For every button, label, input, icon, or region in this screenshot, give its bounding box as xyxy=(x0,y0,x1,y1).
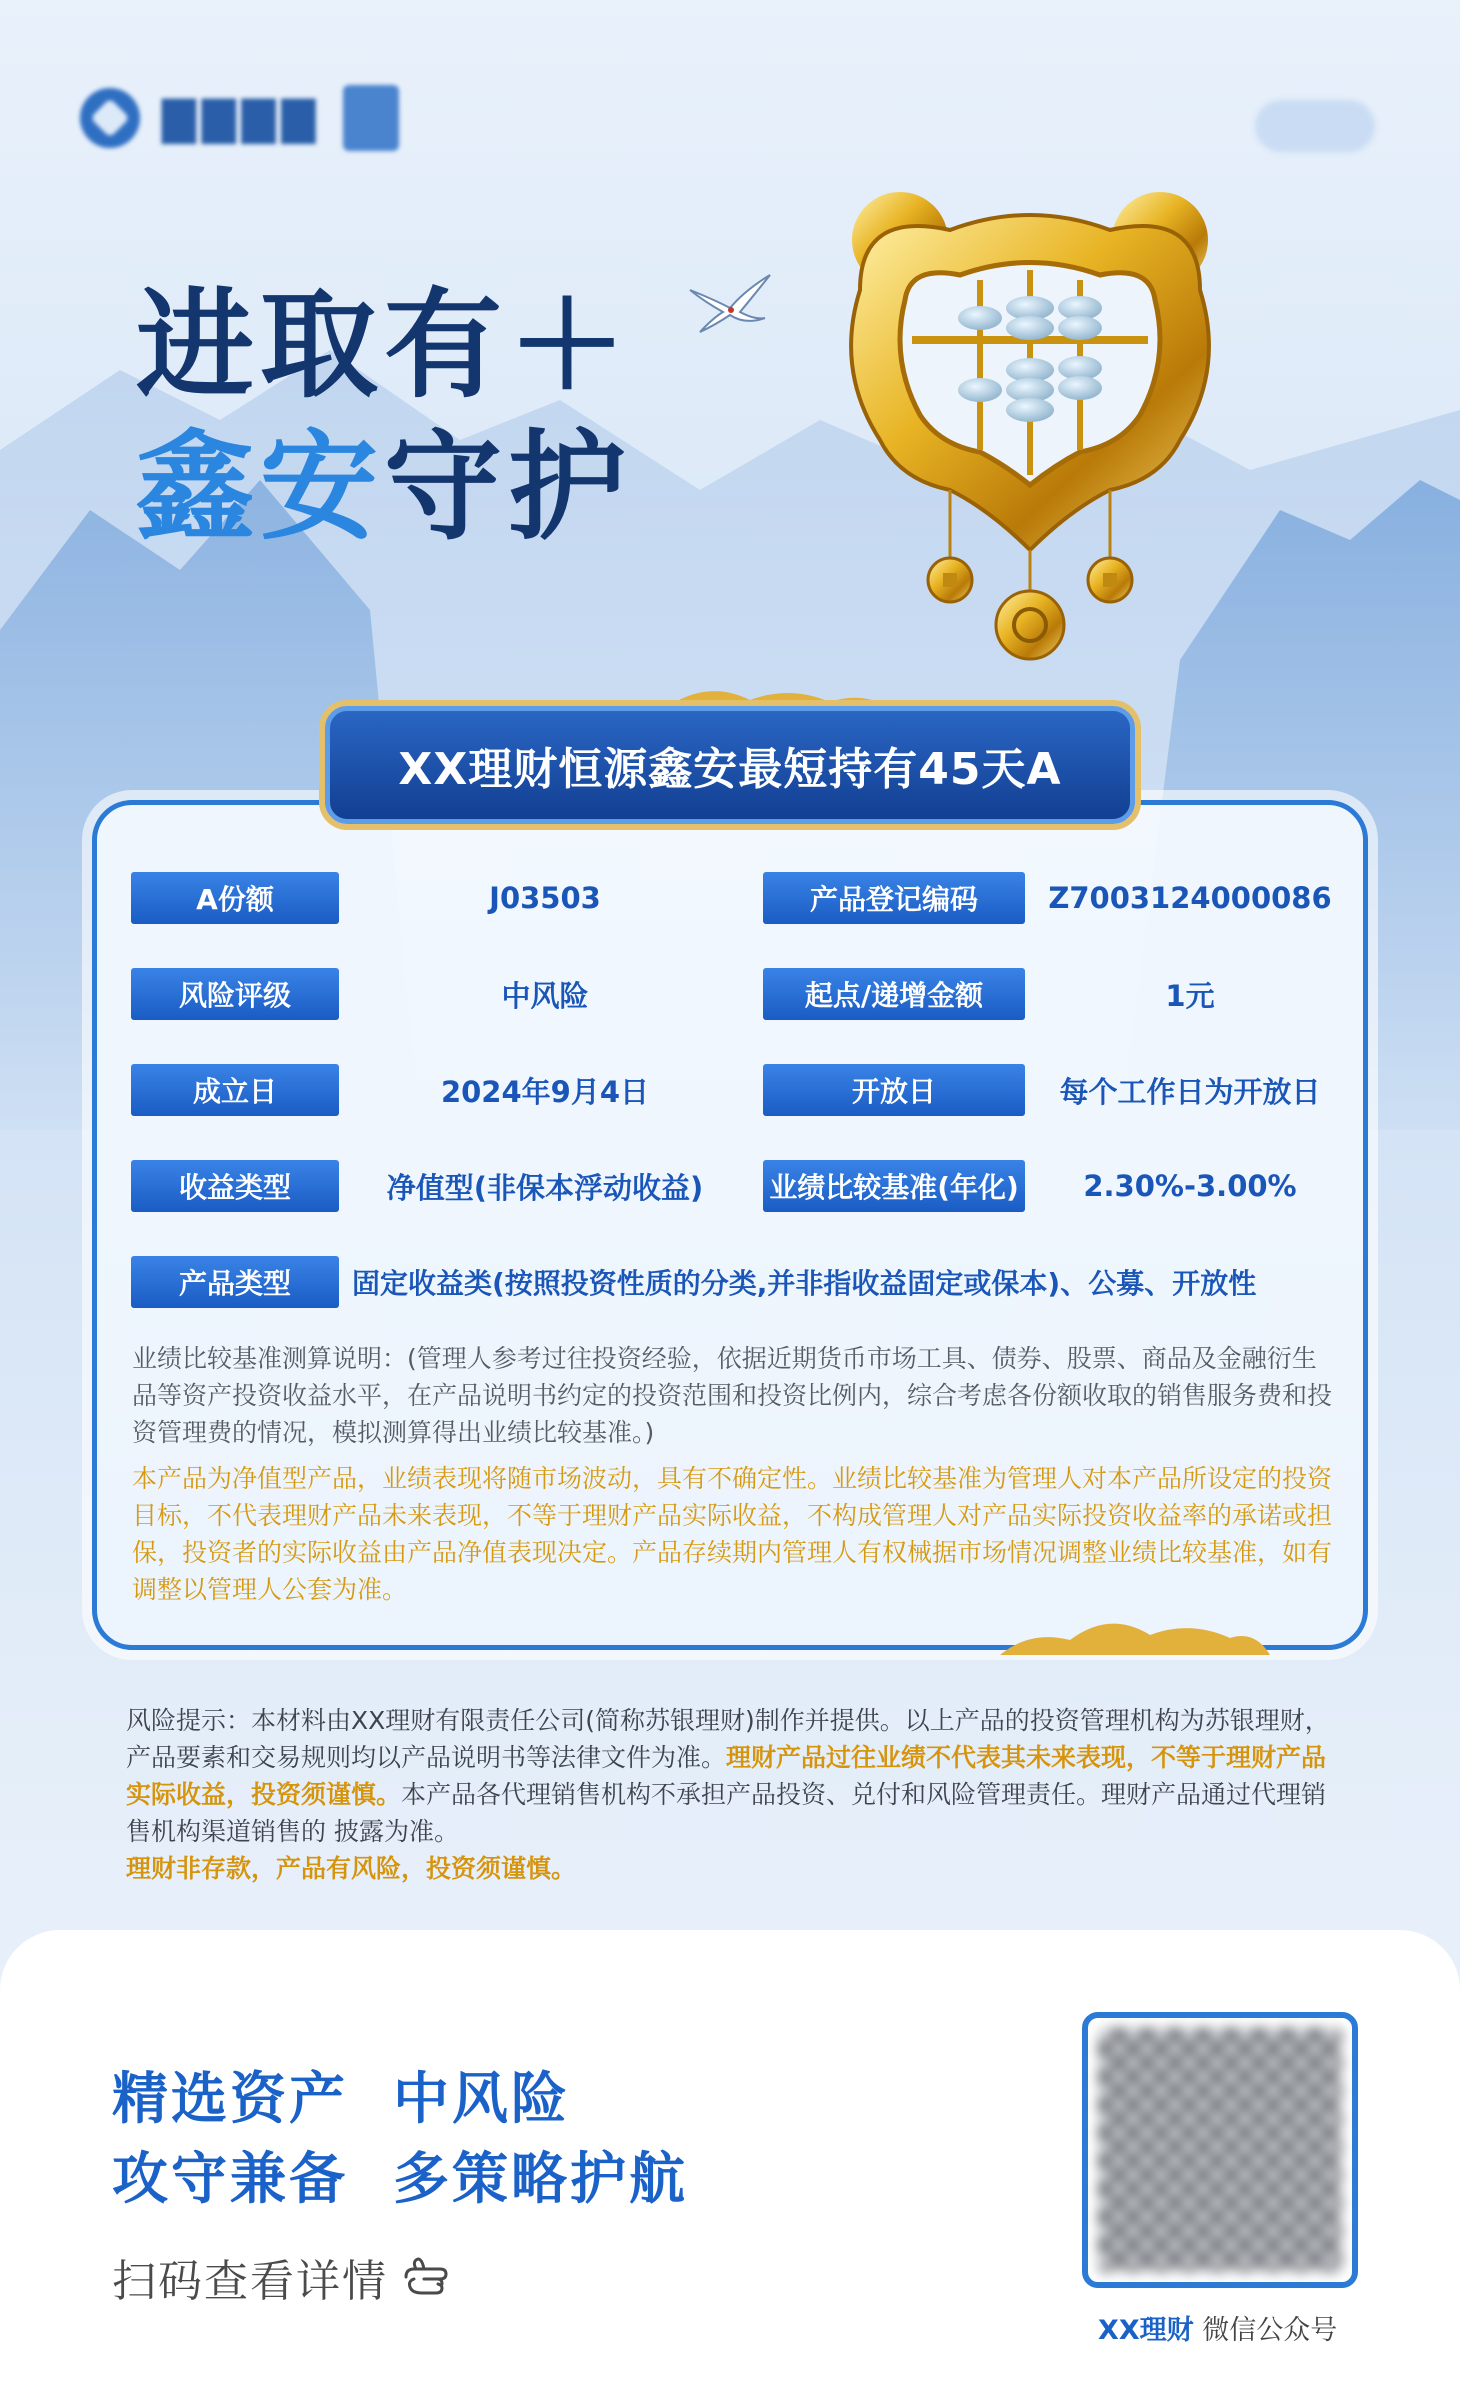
headline-char-shouhu: 守护 xyxy=(384,417,633,556)
headline-line2 xyxy=(136,417,632,559)
gold-lock-icon xyxy=(830,190,1230,670)
hand-pointer-icon xyxy=(402,2255,458,2299)
risk-warning xyxy=(126,1702,1336,1887)
label-risk-rating: 风险评级 xyxy=(131,968,339,1020)
value-benchmark: 2.30%-3.00% xyxy=(1083,1169,1297,1203)
value-registration-code: Z7003124000086 xyxy=(1048,881,1332,915)
label-inception-date: 成立日 xyxy=(131,1064,339,1116)
value-open-day: 每个工作日为开放日 xyxy=(1059,1074,1321,1109)
gold-decoration-bottom xyxy=(1000,1610,1270,1655)
risk-warning-highlight-1: 理财产品过往业绩不代表其未来表现，不等于理财产品实际收益，投资须谨慎。 xyxy=(126,1743,1327,1809)
crane-icon xyxy=(685,270,775,340)
value-product-type: 固定收益类(按照投资性质的分类,并非指收益固定或保本)、公募、开放性 xyxy=(352,1267,1257,1300)
benchmark-explanation: 业绩比较基准测算说明：(管理人参考过往投资经验，依据近期货币市场工具、债券、股票、商品及金融衍生品等资产投资收益水平，在产品说明书约定的投资范围和投资比例内，综合考虑各份额收取的销售服务费和投资管理费的情况，模拟测算得出业绩比较基准。) xyxy=(132,1344,1333,1447)
headline-char-an: 安 xyxy=(260,417,385,556)
label-min-amount: 起点/递增金额 xyxy=(763,968,1025,1020)
value-risk-rating: 中风险 xyxy=(501,978,589,1013)
scan-prompt xyxy=(112,2245,458,2309)
logo-icon xyxy=(80,88,140,148)
label-share-class: A份额 xyxy=(131,872,339,924)
qr-code[interactable] xyxy=(1082,2012,1358,2288)
label-benchmark: 业绩比较基准(年化) xyxy=(763,1160,1025,1212)
label-open-day: 开放日 xyxy=(763,1064,1025,1116)
headline xyxy=(136,275,632,558)
scan-text: 扫码查看详情 xyxy=(112,2256,388,2307)
label-product-type: 产品类型 xyxy=(131,1256,339,1308)
qr-caption xyxy=(1098,2308,1337,2347)
headline-line1: 进取有＋ xyxy=(136,276,633,414)
value-share-code: J03503 xyxy=(489,881,601,915)
value-income-type: 净值型(非保本浮动收益) xyxy=(386,1170,704,1205)
headline-char-xin: 鑫 xyxy=(136,417,261,556)
logo-badge xyxy=(343,85,399,151)
value-min-amount: 1元 xyxy=(1165,978,1215,1013)
label-income-type: 收益类型 xyxy=(131,1160,339,1212)
logo-text-blurred: ▇▇▇▇ xyxy=(162,92,322,144)
risk-warning-text-2: 本产品各代理销售机构不承担产品投资、兑付和风险管理责任。理财产品通过代理销售机构渠道销售的 披露为准。 xyxy=(126,1780,1327,1846)
ad-tag-blurred xyxy=(1255,100,1375,152)
slogan-line2: 攻守兼备 多策略护航 xyxy=(112,2147,688,2212)
net-value-disclaimer: 本产品为净值型产品，业绩表现将随市场波动，具有不确定性。业绩比较基准为管理人对本产品所设定的投资目标，不代表理财产品未来表现，不等于理财产品实际收益，不构成管理人对产品实际投资收益率的承诺或担保，投资者的实际收益由产品净值表现决定。产品存续期内管理人有权械据市场情况调整业绩比较基准，如有调整以管理人公套为准。 xyxy=(132,1464,1333,1604)
qr-caption-text: 微信公众号 xyxy=(1193,2315,1338,2346)
risk-warning-highlight-2: 理财非存款，产品有风险，投资须谨慎。 xyxy=(126,1854,577,1883)
product-title: XX理财恒源鑫安最短持有45天A xyxy=(325,706,1135,824)
risk-warning-text-1: 风险提示：本材料由XX理财有限责任公司(简称苏银理财)制作并提供。以上产品的投资管理机构为苏银理财，产品要素和交易规则均以产品说明书等法律文件为准。 xyxy=(126,1706,1330,1772)
qr-caption-brand: XX理财 xyxy=(1098,2315,1194,2346)
qr-code-icon xyxy=(1098,2028,1342,2272)
value-inception-date: 2024年9月4日 xyxy=(440,1074,650,1109)
brand-logo xyxy=(80,85,399,151)
label-registration-code: 产品登记编码 xyxy=(763,872,1025,924)
slogan-line1: 精选资产 中风险 xyxy=(112,2067,570,2132)
